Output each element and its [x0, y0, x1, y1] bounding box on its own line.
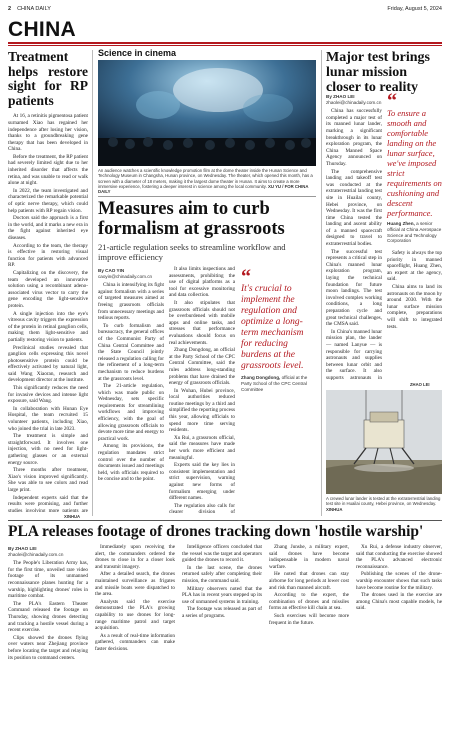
pla-byline-name: By ZHAO LEI [8, 546, 37, 551]
lunar-quote-role: a senior official at China Aerospace Science and Technology Corporation [387, 221, 442, 244]
rp-headline: Treatment helps restore sight for RP patients [8, 50, 88, 108]
pla-paragraph: The footage was released as part of a series of programs. [182, 606, 262, 619]
pla-paragraph: The PLA's Eastern Theater Command released the footage on Thursday, showing drones detecting and tracking a hostile vessel during a recent exercise. [8, 600, 88, 634]
lunar-col-2 [387, 250, 442, 380]
section-divider [98, 196, 316, 197]
lunar-caption [326, 496, 442, 512]
science-caption [98, 168, 316, 194]
lunar-paragraph: China has successfully completed a major test of its manned lunar lander, marking a significant breakthrough in its lunar exploration program, the China Manned Space Agency announced on Thursday. [326, 108, 382, 167]
lunar-col-1 [326, 92, 382, 380]
lunar-lander-photo [326, 390, 442, 494]
lunar-paragraph: China aims to land its astronauts on the moon by around 2030. With the lunar surface mission complete, preparations will shift to integrated tests. [387, 283, 442, 330]
rp-paragraph: In 2022, the team investigated and characterized the remarkable potential of optic nerve therapy, which could help patients with RP regain vision. [8, 187, 88, 214]
science-caption-text: An audience watches a scientific knowledge promotion film at the dome theater inside the Hunan Science and Technology Museum in Changsha, Hunan province, on Wednesday. The theater, which opened this month, has a screen with a diameter of 18 meters, making it the largest dome theater in Hunan. It aims to create a more immersive experience, fostering a deeper interest in science among the local community. [98, 168, 313, 189]
rp-paragraph: Independent experts said that the results were promising, and further studies involving more patients are [8, 494, 88, 512]
formalism-quote-role: official at the Party School of the CPC Central Committee [241, 375, 308, 392]
pla-col-4 [269, 544, 349, 744]
formalism-paragraph: Zhang Dongdong, an official at the Party School of the CPC Central Committee, said the rules address long-standing problems that have drained the energy of grassroots officials. [169, 347, 235, 387]
publication-name: CHINA DAILY [17, 6, 51, 12]
section-title: CHINA [8, 18, 76, 41]
formalism-paragraph: The 21-article regulation, which was made public on Wednesday, sets specific requirements for streamlining workflows and improving efficiency, with the goal of allowing grassroots officials to devote more time and energy to practical work. [98, 383, 164, 442]
pla-paragraph: Military observers noted that the PLA has in recent years stepped up its use of unmanned systems in training. [182, 585, 262, 605]
page-header [8, 4, 442, 14]
dome-theater-photo [98, 60, 316, 166]
lunar-headline: Major test brings lunar mission closer to reality [326, 50, 430, 96]
formalism-col-1 [98, 266, 164, 514]
lunar-quote-attribution [387, 221, 442, 244]
formalism-quote: It's crucial to implement the regulation and optimize a long-term mechanism for reducing burdens at the grassroots level. [241, 284, 304, 371]
formalism-paragraph: Xu Rui, a grassroots official, said the measures have made her work more efficient and meaningful. [169, 434, 235, 461]
rp-paragraph: A single injection into the eye's vitreous cavity triggers the expression of the protein in retinal ganglion cells, making them light-sensitive and partially restoring vision to patients. [8, 310, 88, 343]
formalism-paragraph: Among its provisions, the regulation mandates strict control over the number of documents issued and meetings held, with officials required to be concise and to the point. [98, 443, 164, 483]
lunar-byline [326, 94, 382, 105]
dome-theater-image [98, 60, 316, 166]
pla-paragraph: The People's Liberation Army has, for the first time, unveiled rare video footage of its unmanned reconnaissance planes hunting for a warship, highlighting drones' roles in maritime combat. [8, 560, 88, 600]
pla-paragraph: Zhang Junshe, a military expert, said drones have become indispensable in modern naval warfare. [269, 544, 349, 570]
lunar-quote: To ensure a smooth and comfortable landing on the lunar surface, we've imposed strict requirements on cushioning and descent performance. [387, 108, 442, 218]
pla-paragraph: Publishing the scenes of the drone-warship encounter shows that such tasks have become routine for the military. [356, 571, 442, 591]
lunar-paragraph: Safety is always the top priority in manned spaceflight, Huang Zhen, an expert at the agency, said. [387, 250, 442, 283]
lunar-paragraph: The successful test represents a critical step in China's manned lunar exploration program, laying the technical foundation for future moon landings. The test involved complex working conditions, a long preparation cycle and great technical challenges, the CMSA said. [326, 248, 382, 328]
pla-paragraph: Immediately upon receiving the alert, the commanders ordered the drones to close in for a closer look and transmit imagery. [95, 544, 175, 570]
pla-paragraph: Intelligence officers concluded that the vessel was the target and operators guided the drones to record it. [182, 544, 262, 564]
formalism-byline-email: caoyin@chinadaily.com.cn [98, 273, 153, 279]
science-kicker: Science in cinema [98, 48, 177, 58]
rp-paragraph: According to the team, the therapy is effective in restoring visual function for patients with advanced RP. [8, 242, 88, 269]
pla-col-2 [95, 544, 175, 744]
rp-paragraph: This significantly reduces the need for invasive devices and intense light exposure, said Wang. [8, 385, 88, 405]
formalism-paragraph: To curb formalism and bureaucracy, the general offices of the Communist Party of China Central Committee and the State Council jointly released a regulation calling for the refinement of a long-term mechanism to reduce burdens at the grassroots level. [98, 322, 164, 382]
rp-article [8, 50, 88, 512]
rp-paragraph: Capitalizing on the discovery, the team developed an innovative solution using a recombinant adeno-associated virus vector to carry the gene encoding the light-sensitive protein. [8, 269, 88, 309]
formalism-paragraph: It also limits inspections and assessments, prohibiting the use of digital platforms as a tool for excessive monitoring and data collection. [169, 266, 235, 299]
lunar-byline-name: By ZHAO LEI [326, 94, 355, 99]
formalism-paragraph: The regulation also calls for clearer division of [169, 502, 235, 514]
lunar-author: ZHAO LEI [410, 382, 430, 387]
rp-paragraph: In collaboration with Hunan Eye Hospital, the team recruited 15 volunteer patients, including Xiao, who joined the trial in late 2023. [8, 405, 88, 432]
pla-col-1 [8, 544, 88, 744]
pla-paragraph: Such exercises will become more frequent in the future. [269, 612, 349, 626]
quote-mark: “ [241, 266, 251, 288]
lunar-lander-image [326, 390, 442, 494]
lunar-pull-quote [387, 90, 442, 244]
rp-author: XINHUA [64, 514, 81, 519]
pla-paragraph: Xu Rui, a defense industry observer, said that conducting the exercise showed the PLA's advanced electronic reconnaissance. [356, 544, 442, 570]
lunar-caption-credit: XINHUA [326, 506, 343, 512]
issue-date: Friday, August 5, 2024 [387, 6, 442, 12]
formalism-byline-name: By CAO YIN [98, 268, 125, 273]
rp-paragraph: The treatment is simple and straightforward. It involves one injection, with no need for light-gathering glasses or an external energy source. [8, 433, 88, 466]
pla-col-3 [182, 544, 262, 744]
science-caption-credit: XU YU / FOR CHINA DAILY [98, 183, 309, 195]
formalism-quote-name: Zhang Dongdong, [241, 375, 281, 380]
column-divider [321, 50, 322, 516]
formalism-paragraph: In Wuhan, Hubei province, local authorities reduced routine meetings by a third and simplified the reporting process this year, allowing officials to spend more time serving residents. [169, 387, 235, 434]
formalism-subhead: 21-article regulation seeks to streamline workflow and improve efficiency [98, 242, 286, 262]
lunar-quote-name: Huang Zhen, [387, 221, 415, 226]
formalism-pull-quote [241, 266, 316, 392]
page-number: 2 [8, 6, 12, 12]
column-divider [92, 50, 93, 516]
pla-paragraph: After a detailed search, the drones maintained surveillance as frigates and missile boats were dispatched to the area. [95, 571, 175, 598]
rp-paragraph: Before the treatment, the RP patient had severely limited sight due to her inherited disorder that affects the retina, and was unable to read or walk alone at night. [8, 153, 88, 187]
pla-paragraph: In the last scene, the drones returned safely after completing their mission, the command said. [182, 564, 262, 584]
pla-col-5 [356, 544, 442, 744]
pla-paragraph: He noted that drones can stay airborne for long periods at lower cost and risk than manned aircraft. [269, 571, 349, 591]
pla-paragraph: Clips showed the drones flying over waters near Zhejiang province before locating the target and relaying its position to command centers. [8, 634, 88, 661]
formalism-paragraph: China is intensifying its fight against formalism with a series of targeted measures aimed at freeing grassroots officials from unnecessary meetings and tedious reports. [98, 282, 164, 322]
pla-paragraph: The drones used in the exercise are among China's most capable models, he said. [356, 592, 442, 612]
lunar-paragraph: The comprehensive landing and takeoff test was conducted at the extraterrestrial landing test site in Huailai county, Hebei province, on Wednesday. It was the first time China tested the landing and ascent ability of a manned spacecraft designed to travel to extraterrestrial bodies. [326, 168, 382, 248]
section-rule-thin [8, 45, 442, 46]
pla-paragraph: According to the expert, the combination of drones and missiles forms an effective kill chain at sea. [269, 592, 349, 612]
formalism-byline [98, 268, 164, 279]
formalism-col-2 [169, 266, 235, 514]
formalism-paragraph: Experts said the key lies in consistent implementation and strict supervision, warning against new forms of formalism emerging under different names. [169, 462, 235, 502]
formalism-headline: Measures aim to curb formalism at grassroots [98, 199, 285, 239]
lunar-caption-text: A crewed lunar lander is tested at the extraterrestrial landing test site in Huailai county, Hebei province, on Wednesday. [326, 496, 441, 507]
pla-byline-email: zhaolei@chinadaily.com.cn [8, 551, 64, 557]
pla-byline [8, 546, 88, 557]
section-divider [8, 520, 442, 521]
pla-paragraph: Analysts said the exercise demonstrated the PLA's growing capability to use drones for long-range maritime patrol and target acquisition. [95, 598, 175, 632]
pla-paragraph: As a result of real-time information gathered, commanders can make faster decisions. [95, 632, 175, 652]
rp-paragraph: At 16, a retinitis pigmentosa patient surnamed Xiao has regained her independence after losing her vision, thanks to a groundbreaking gene therapy that has been developed in China. [8, 113, 88, 153]
rp-paragraph: Doctors said the approach is a first in the world, and it marks a new era in the fight against inherited eye diseases. [8, 215, 88, 241]
rp-paragraph: Preclinical studies revealed that ganglion cells expressing this novel photosensitive protein could be effectively activated by natural light, said Wang Xiaoran, research and development director at the institute. [8, 344, 88, 384]
section-rule [8, 42, 442, 44]
rp-paragraph: Three months after treatment, Xiao's vision improved significantly. She was able to see colors and read large print. [8, 467, 88, 493]
lunar-paragraph: In China's manned lunar mission plan, the lander — named Lanyue — is responsible for carrying astronauts and supplies between lunar orbit and the surface. It also supports astronauts in [326, 328, 382, 380]
formalism-quote-attribution [241, 375, 316, 392]
lunar-byline-email: zhaolei@chinadaily.com.cn [326, 99, 382, 105]
formalism-paragraph: It also stipulates that grassroots officials should not be overburdened with mobile apps and online tasks, and stresses that performance evaluations should focus on real achievements. [169, 299, 235, 346]
quote-mark: “ [387, 90, 397, 112]
pla-headline: PLA releases footage of drones tracking down 'hostile warship' [8, 523, 424, 540]
